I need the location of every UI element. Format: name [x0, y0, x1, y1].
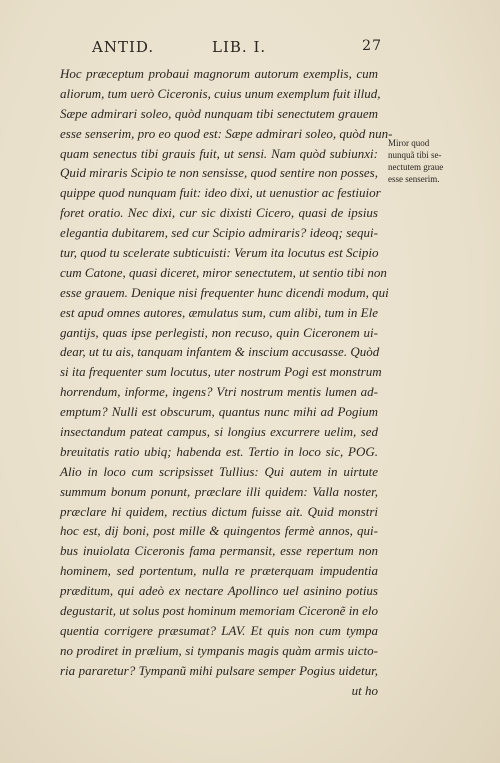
- text-line: emptum? Nulli est obscurum, quantus nunc mihi ad Pogium: [60, 404, 378, 420]
- text-line: Sæpe admirari soleo, quòd nunquam tibi senectutem grauem: [60, 105, 378, 121]
- text-line: insectandum pateat campus, si longius excurrere uelim, sed: [60, 424, 378, 440]
- text-line: esse grauem. Denique nisi frequenter hunc dicendi modum, qui: [60, 284, 389, 300]
- text-line: præditum, qui adeò ex nectare Apollinco uel asinino potius: [60, 583, 378, 599]
- marginal-note-line: nunquã tibi se-: [388, 150, 442, 160]
- text-line: quippe quod nunquam fuit: ideo dixi, ut uenustior ac festiuior: [60, 185, 381, 201]
- text-line: no prodiret in prælium, si tympanis magis quàm armis uicto-: [60, 642, 378, 658]
- running-head: [92, 38, 382, 58]
- text-line: præclare hi quidem, rectius dictum fuisse ait. Quid monstri: [60, 503, 378, 519]
- text-line: cum Catone, quasi diceret, miror senectutem, ut sentio tibi non: [60, 264, 387, 280]
- page-number: 27: [362, 38, 382, 54]
- text-line: ut ho: [351, 682, 378, 698]
- text-line: elegantia dubitarem, sed cur Scipio admiraris? ideoq; sequi-: [60, 225, 378, 241]
- marginal-note: [388, 137, 458, 185]
- text-line: est apud omnes autores, æmulatus sum, cum alibi, tum in Ele: [60, 304, 378, 320]
- text-line: tur, quod tu scelerate subticuisti: Verum ita locutus est Scipio: [60, 245, 379, 261]
- text-line: gantijs, quas ipse perlegisti, non recuso, quin Ciceronem ui-: [60, 324, 378, 340]
- marginal-note-line: Miror quod: [388, 138, 430, 148]
- text-line: bus inuiolata Ciceronis fama permansit, esse repertum non: [60, 543, 378, 559]
- text-line: quam senectus tibi grauis fuit, ut sensi. Nam quòd subiunxi:: [60, 145, 378, 161]
- text-line: Hoc præceptum probaui magnorum autorum exemplis, cum: [60, 66, 378, 81]
- text-line: Alio in loco cum scripsisset Tullius: Qui autem in uirtute: [60, 463, 378, 479]
- text-line: hominem, sed portentum, nulla re præterquam impudentia: [60, 563, 378, 579]
- body-text: [60, 64, 393, 701]
- text-line: degustarit, ut solus post hominum memoriam Ciceronẽ in elo: [60, 603, 378, 619]
- running-head-left: ANTID.: [92, 38, 155, 56]
- text-line: breuitatis ratio ubiq; habenda est. Tertio in loco sic, POG.: [60, 443, 378, 459]
- text-line: quentia corrigere præsumat? LAV. Et quis non cum tympa: [60, 622, 378, 638]
- running-head-book: LIB. I.: [212, 38, 267, 56]
- text-line: si ita frequenter sum locutus, uter nostrum Pogi est monstrum: [60, 364, 382, 380]
- marginal-note-line: nectutem graue: [388, 162, 444, 172]
- text-line: aliorum, tum uerò Ciceronis, cuius unum exemplum fuit illud,: [60, 85, 381, 101]
- text-line: hoc est, dij boni, post mille & quingentos fermè annos, qui-: [60, 523, 378, 539]
- text-line: esse senserim, pro eo quod est: Sæpe admirari soleo, quòd nun-: [60, 125, 393, 141]
- text-line: Quid miraris Scipio te non sensisse, quod sentire non posses,: [60, 165, 378, 181]
- text-line: foret oratio. Nec dixi, cur sic dixisti Cicero, quasi de ipsius: [60, 205, 378, 221]
- text-line: ria pararetur? Tympanũ mihi pulsare semper Pogius uidetur,: [60, 662, 378, 678]
- text-line: horrendum, informe, ingens? Vtri nostrum mentis lumen ad-: [60, 384, 378, 400]
- text-line: dear, ut tu ais, tanquam infantem & inscium accusasse. Quòd: [60, 344, 380, 360]
- text-line: summum bonum ponunt, præclare illi quidem: Valla noster,: [60, 483, 378, 499]
- marginal-note-line: esse senserim.: [388, 174, 440, 184]
